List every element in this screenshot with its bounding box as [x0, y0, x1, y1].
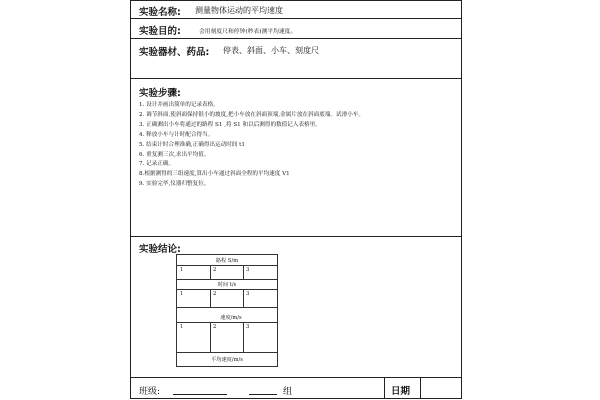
experiment-report-sheet — [130, 0, 462, 399]
time-col-2: 2 — [213, 291, 217, 297]
time-col-1: 1 — [180, 291, 184, 297]
speed-col-3: 3 — [246, 324, 250, 330]
step-item: 2. 调节斜面,使斜面保持很小的坡度,把小车放在斜面顶端,金属片放在斜面底端。试滑小车。 — [139, 111, 365, 118]
footer-row — [131, 378, 461, 399]
time-header: 时间 t/s — [217, 282, 237, 288]
steps-row — [131, 79, 461, 237]
experiment-name-value: 测量物体运动的平均速度 — [195, 6, 283, 15]
step-item: 5. 结束计时合理准确,正确得出运动时间 t1 — [139, 141, 245, 148]
step-item: 7. 记录正确。 — [139, 161, 175, 168]
distance-col-1: 1 — [180, 267, 184, 273]
experiment-purpose-value: 会用刻度尺和停钟(秒表)测平均速度。 — [199, 29, 297, 35]
step-item: 3. 正确测出小车将通过的路程 S1 ,将 S1 和以后测得的数值记入表格里。 — [139, 121, 321, 128]
date-value-divider — [420, 378, 421, 399]
steps-list — [139, 101, 364, 190]
results-table — [176, 254, 278, 367]
time-col-3: 3 — [246, 291, 250, 297]
step-item: 4. 释放小车与计时配合得当。 — [139, 131, 214, 138]
class-label: 班级: — [139, 387, 161, 397]
speed-header: 速度/m/s — [220, 315, 242, 321]
date-label: 日期 — [391, 386, 411, 397]
steps-label: 实验步骤: — [139, 88, 181, 99]
step-item: 9. 实验完毕,仪器归整复位。 — [139, 181, 210, 188]
class-blank-line[interactable] — [173, 394, 227, 395]
step-item: 6. 重复测三次,求出平均值。 — [139, 151, 210, 158]
conclusion-label: 实验结论: — [139, 244, 181, 255]
conclusion-row — [131, 237, 461, 378]
equipment-row — [131, 39, 461, 79]
step-item: 8.根据测得的三组速度,算出小车通过斜面全程的平均速度 V1 — [139, 171, 290, 178]
equipment-value: 停表、斜面、小车、刻度尺 — [223, 46, 319, 55]
experiment-name-row — [131, 1, 461, 19]
avg-speed-header: 平均速度/m/s — [211, 357, 243, 363]
experiment-purpose-row — [131, 19, 461, 39]
experiment-name-label: 实验名称: — [139, 7, 181, 18]
distance-col-3: 3 — [246, 267, 250, 273]
distance-header: 路程 S/m — [215, 258, 239, 264]
distance-col-2: 2 — [213, 267, 217, 273]
speed-col-2: 2 — [213, 324, 217, 330]
experiment-purpose-label: 实验目的: — [139, 26, 181, 37]
equipment-label: 实验器材、药品: — [139, 47, 210, 58]
date-divider — [384, 378, 385, 399]
group-label: 组 — [283, 387, 293, 397]
group-blank-line[interactable] — [249, 394, 277, 395]
step-item: 1. 设计并画出简单的记录表格。 — [139, 102, 219, 108]
speed-col-1: 1 — [180, 324, 184, 330]
